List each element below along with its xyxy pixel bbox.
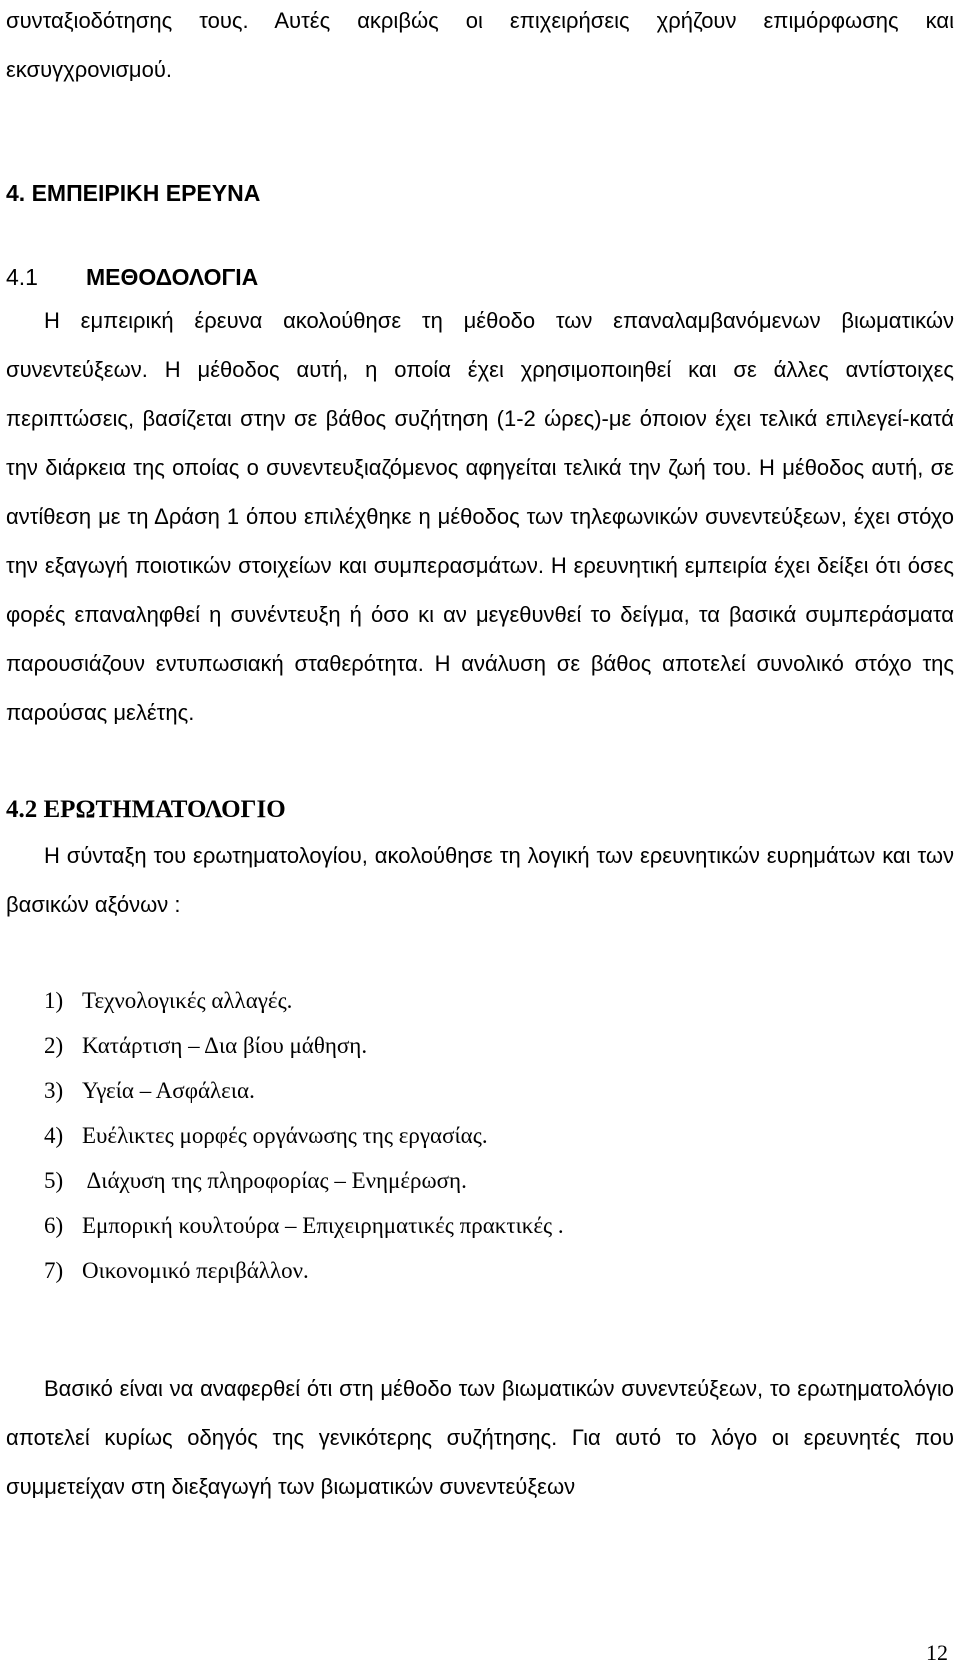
- list-item-number: 1): [44, 988, 64, 1013]
- list-item-number: 5): [44, 1168, 64, 1193]
- list-item-number: 3): [44, 1078, 64, 1103]
- questionnaire-paragraph: Η σύνταξη του ερωτηματολογίου, ακολούθησε τη λογική των ερευνητικών ευρημάτων και των βασικών αξόνων :: [6, 843, 954, 917]
- list-item: [44, 1248, 564, 1293]
- axes-list: [44, 978, 564, 1293]
- page-number: 12: [926, 1640, 948, 1665]
- list-item-number: 2): [44, 1033, 64, 1058]
- subsection-1-title: ΜΕΘΟΔΟΛΟΓΙΑ: [86, 264, 259, 290]
- list-item: [44, 1158, 564, 1203]
- list-item-text: Κατάρτιση – Δια βίου μάθηση.: [82, 1033, 368, 1058]
- list-item-text: Εμπορική κουλτούρα – Επιχειρηματικές πρακτικές .: [82, 1213, 564, 1238]
- list-item-text: Ευέλικτες μορφές οργάνωσης της εργασίας.: [82, 1123, 488, 1148]
- continued-paragraph: συνταξιοδότησης τους. Αυτές ακριβώς οι επιχειρήσεις χρήζουν επιμόρφωσης και εκσυγχρονισμού.: [6, 8, 954, 82]
- subsection-2-heading: 4.2 ΕΡΩΤΗΜΑΤΟΛΟΓΙΟ: [6, 796, 286, 823]
- list-item-text: Οικονομικό περιβάλλον.: [82, 1258, 309, 1283]
- list-item: [44, 1023, 564, 1068]
- closing-paragraph: Βασικό είναι να αναφερθεί ότι στη μέθοδο των βιωματικών συνεντεύξεων, το ερωτηματολόγιο αποτελεί κυρίως οδηγός της γενικότερης συζήτησης. Για αυτό το λόγο οι ερευνητές που συμμετείχαν στη διεξαγωγή των βιωματικών συνεντεύξεων: [6, 1376, 954, 1499]
- list-item: [44, 1068, 564, 1113]
- subsection-1-number: 4.1: [6, 264, 38, 290]
- list-item-number: 7): [44, 1258, 64, 1283]
- list-item: [44, 1203, 564, 1248]
- list-item-number: 6): [44, 1213, 64, 1238]
- list-item: [44, 1113, 564, 1158]
- list-item-text: Υγεία – Ασφάλεια.: [82, 1078, 255, 1103]
- methodology-paragraph: Η εμπειρική έρευνα ακολούθησε τη μέθοδο των επαναλαμβανόμενων βιωματικών συνεντεύξεων. Η μέθοδος αυτή, η οποία έχει χρησιμοποιηθεί και σε άλλες αντίστοιχες περιπτώσεις, βασίζεται στην σε βάθος συζήτηση (1-2 ώρες)-με όποιον έχει τελικά επιλεγεί-κατά την διάρκεια της οποίας ο συνεντευξιαζόμενος αφηγείται τελικά την ζωή του. Η μέθοδος αυτή, σε αντίθεση με τη Δράση 1 όπου επιλέχθηκε η μέθοδος των τηλεφωνικών συνεντεύξεων, έχει στόχο την εξαγωγή ποιοτικών στοιχείων και συμπερασμάτων. Η ερευνητική εμπειρία έχει δείξει ότι όσες φορές επαναληφθεί η συνέντευξη ή όσο κι αν μεγεθυνθεί το δείγμα, τα βασικά συμπεράσματα παρουσιάζουν εντυπωσιακή σταθερότητα. Η ανάλυση σε βάθος αποτελεί συνολικό στόχο της παρούσας μελέτης.: [6, 308, 954, 725]
- list-item-number: 4): [44, 1123, 64, 1148]
- list-item-text: Διάχυση της πληροφορίας – Ενημέρωση.: [82, 1168, 467, 1193]
- list-item: [44, 978, 564, 1023]
- section-heading: 4. ΕΜΠΕΙΡΙΚΗ ΕΡΕΥΝΑ: [6, 180, 261, 206]
- list-item-text: Τεχνολογικές αλλαγές.: [82, 988, 293, 1013]
- subsection-1-heading: [6, 262, 258, 292]
